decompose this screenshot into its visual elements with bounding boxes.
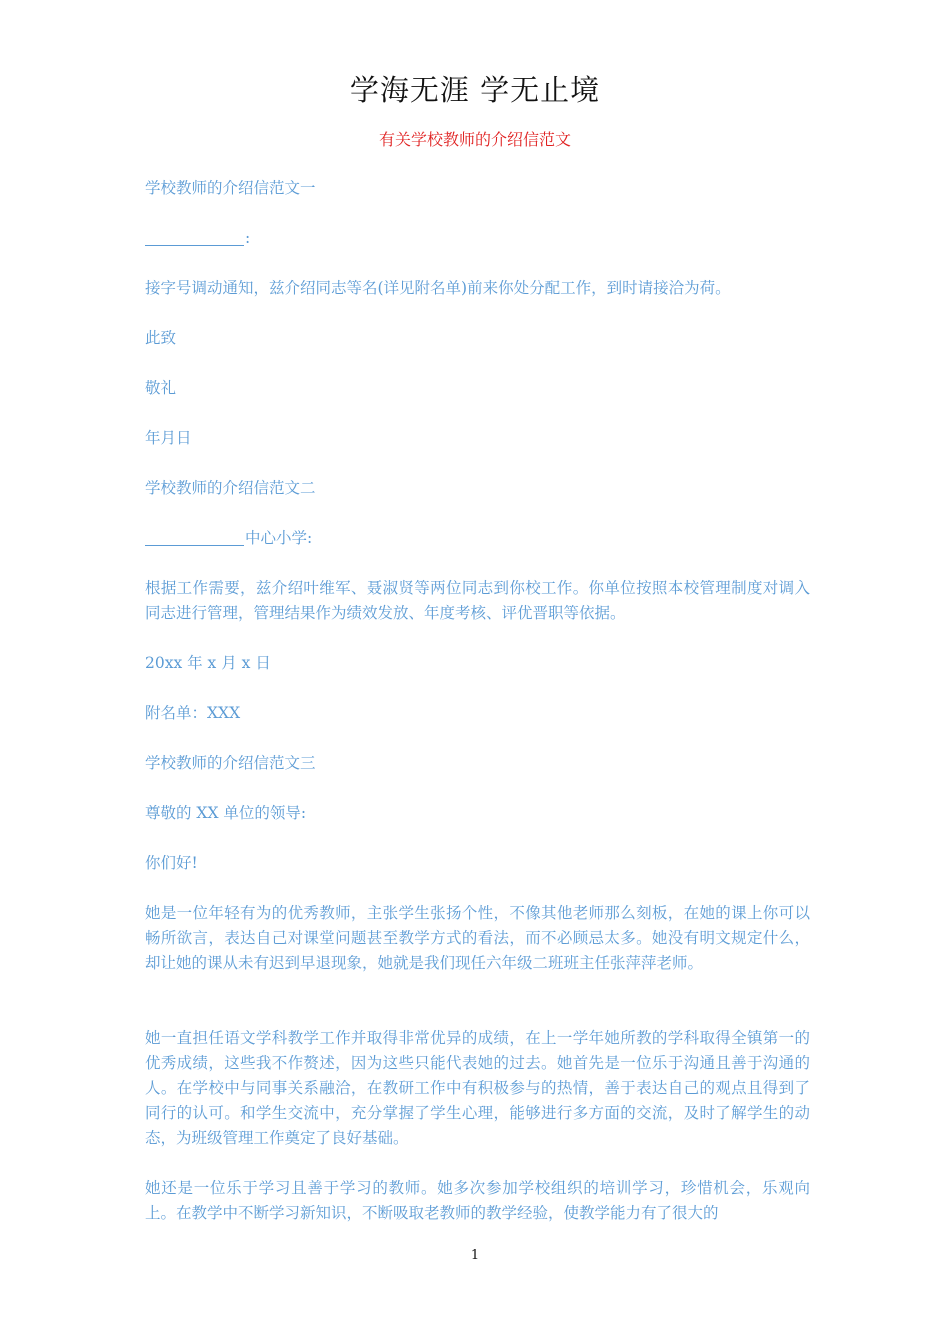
letter1-salutation-suffix: : [245,229,251,247]
letter1-salutation [145,226,810,251]
fill-in-blank [145,228,244,246]
letter3-paragraph-3: 她还是一位乐于学习且善于学习的教师。她多次参加学校组织的培训学习，珍惜机会，乐观向上。在教学中不断学习新知识，不断吸取老教师的教学经验，使教学能力有了很大的 [145,1179,810,1222]
letter1-heading: 学校教师的介绍信范文一 [145,179,316,197]
letter3-paragraph-2: 她一直担任语文学科教学工作并取得非常优异的成绩，在上一学年她所教的学科取得全镇第一的优秀成绩，这些我不作赘述，因为这些只能代表她的过去。她首先是一位乐于沟通且善于沟通的人。在学校中与同事关系融洽，在教研工作中有积极参与的热情，善于表达自己的观点且得到了同行的认可。和学生交流中，充分掌握了学生心理，能够进行多方面的交流，及时了解学生的动态，为班级管理工作奠定了良好基础。 [145,1029,810,1147]
letter1-body: 接字号调动通知，兹介绍同志等名(详见附名单)前来你处分配工作，到时请接洽为荷。 [145,279,731,297]
letter1-date: 年月日 [145,429,192,447]
page-number: 1 [470,1248,480,1263]
letter2-heading: 学校教师的介绍信范文二 [145,479,316,497]
letter1-closing1: 此致 [145,329,177,347]
letter3-greeting: 你们好! [145,854,198,872]
letter3-paragraph-1: 她是一位年轻有为的优秀教师，主张学生张扬个性，不像其他老师那么刻板，在她的课上你可以畅所欲言，表达自己对课堂问题甚至教学方式的看法，而不必顾忌太多。她没有明文规定什么，却让她的课从未有迟到早退现象，她就是我们现任六年级二班班主任张萍萍老师。 [145,904,810,972]
letter3-heading: 学校教师的介绍信范文三 [145,754,316,772]
letter3-salutation: 尊敬的 XX 单位的领导: [145,804,307,822]
document-subtitle: 有关学校教师的介绍信范文 [378,130,571,149]
fill-in-blank [145,528,244,546]
letter2-date: 20xx 年 x 月 x 日 [145,654,271,672]
letter2-body: 根据工作需要，兹介绍叶维军、聂淑贤等两位同志到你校工作。你单位按照本校管理制度对调入同志进行管理，管理结果作为绩效发放、年度考核、评优晋职等依据。 [145,579,810,622]
letter2-attachment: 附名单：XXX [145,704,241,722]
letter2-salutation-suffix: 中心小学: [245,529,313,547]
document-body [145,176,810,1226]
letter1-closing2: 敬礼 [145,379,177,397]
letter2-salutation [145,526,810,551]
header-title: 学海无涯 学无止境 [349,73,601,107]
